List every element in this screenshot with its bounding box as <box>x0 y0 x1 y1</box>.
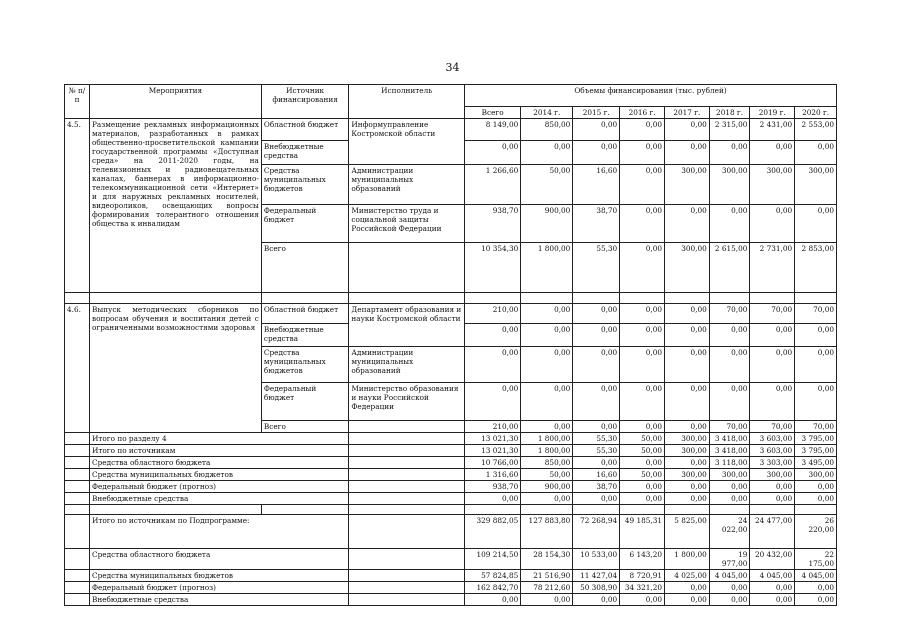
table-row <box>65 304 837 324</box>
funding-source: Федеральный бюджет <box>261 383 349 421</box>
value-cell: 0,00 <box>521 324 573 347</box>
value-cell: 210,00 <box>465 304 521 324</box>
value-cell: 3 495,00 <box>795 457 837 469</box>
value-cell: 2 731,00 <box>750 243 795 293</box>
funding-source: Средства муниципальных бюджетов <box>261 165 349 205</box>
value-cell: 0,00 <box>664 582 709 594</box>
totals-row <box>65 433 837 445</box>
totals-label: Внебюджетные средства <box>90 493 349 505</box>
value-cell: 20 432,00 <box>750 549 795 570</box>
value-cell: 127 883,80 <box>521 515 573 549</box>
executor: Информуправление Костромской области <box>349 119 465 165</box>
value-cell: 3 418,00 <box>709 433 750 445</box>
value-cell: 13 021,30 <box>465 445 521 457</box>
item-number: 4.5. <box>65 119 90 293</box>
value-cell: 49 185,31 <box>620 515 665 549</box>
empty-cell <box>65 582 90 594</box>
empty-cell <box>90 293 262 304</box>
value-cell: 70,00 <box>795 304 837 324</box>
totals-row <box>65 469 837 481</box>
value-cell: 0,00 <box>795 205 837 243</box>
empty-cell <box>620 293 665 304</box>
value-cell: 0,00 <box>709 324 750 347</box>
value-cell: 24 022,00 <box>709 515 750 549</box>
value-cell: 0,00 <box>664 119 709 141</box>
funding-source: Всего <box>261 243 349 293</box>
value-cell: 938,70 <box>465 205 521 243</box>
funding-source: Средства муниципальных бюджетов <box>261 347 349 383</box>
totals-label: Внебюджетные средства <box>90 594 349 606</box>
header-num: № п/п <box>65 85 90 119</box>
value-cell: 1 316,60 <box>465 469 521 481</box>
header-source: Источник финансирования <box>261 85 349 119</box>
empty-cell <box>750 505 795 515</box>
funding-source: Внебюджетные средства <box>261 324 349 347</box>
value-cell: 3 603,00 <box>750 433 795 445</box>
value-cell: 0,00 <box>664 141 709 165</box>
totals-row <box>65 570 837 582</box>
empty-cell <box>349 493 465 505</box>
value-cell: 0,00 <box>709 481 750 493</box>
value-cell: 0,00 <box>709 383 750 421</box>
value-cell: 300,00 <box>664 165 709 205</box>
value-cell: 0,00 <box>664 383 709 421</box>
value-cell: 50,00 <box>521 469 573 481</box>
value-cell: 50 308,90 <box>573 582 620 594</box>
value-cell: 0,00 <box>620 383 665 421</box>
executor: Министерство образования и науки Российской Федерации <box>349 383 465 421</box>
value-cell: 0,00 <box>795 141 837 165</box>
empty-cell <box>664 505 709 515</box>
totals-row <box>65 457 837 469</box>
empty-cell <box>65 549 90 570</box>
empty-cell <box>261 293 349 304</box>
value-cell: 850,00 <box>521 119 573 141</box>
header-year: 2020 г. <box>795 107 837 119</box>
header-year: Всего <box>465 107 521 119</box>
value-cell: 4 045,00 <box>709 570 750 582</box>
value-cell: 70,00 <box>795 421 837 433</box>
totals-row <box>65 594 837 606</box>
value-cell: 3 303,00 <box>750 457 795 469</box>
empty-cell <box>65 469 90 481</box>
value-cell: 5 825,00 <box>664 515 709 549</box>
value-cell: 0,00 <box>750 493 795 505</box>
value-cell: 2 315,00 <box>709 119 750 141</box>
value-cell: 13 021,30 <box>465 433 521 445</box>
value-cell: 0,00 <box>795 324 837 347</box>
executor <box>349 421 465 433</box>
empty-cell <box>465 505 521 515</box>
value-cell: 0,00 <box>521 304 573 324</box>
value-cell: 57 824,85 <box>465 570 521 582</box>
funding-source: Областной бюджет <box>261 304 349 324</box>
value-cell: 1 800,00 <box>521 445 573 457</box>
totals-label: Итого по источникам <box>90 445 349 457</box>
value-cell: 0,00 <box>664 594 709 606</box>
value-cell: 900,00 <box>521 481 573 493</box>
value-cell: 0,00 <box>620 165 665 205</box>
value-cell: 3 795,00 <box>795 445 837 457</box>
value-cell: 0,00 <box>620 141 665 165</box>
header-volumes: Объемы финансирования (тыс. рублей) <box>465 85 837 107</box>
header-year: 2015 г. <box>573 107 620 119</box>
empty-cell <box>349 481 465 493</box>
empty-cell <box>709 505 750 515</box>
header-executor: Исполнитель <box>349 85 465 119</box>
executor: Администрации муниципальных образований <box>349 347 465 383</box>
table-row <box>65 119 837 141</box>
header-row <box>65 85 837 107</box>
value-cell: 0,00 <box>573 383 620 421</box>
totals-row <box>65 493 837 505</box>
value-cell: 0,00 <box>620 324 665 347</box>
value-cell: 0,00 <box>709 594 750 606</box>
value-cell: 0,00 <box>750 594 795 606</box>
value-cell: 3 603,00 <box>750 445 795 457</box>
value-cell: 19 977,00 <box>709 549 750 570</box>
value-cell: 0,00 <box>573 493 620 505</box>
value-cell: 0,00 <box>750 141 795 165</box>
value-cell: 300,00 <box>709 469 750 481</box>
totals-label: Средства муниципальных бюджетов <box>90 469 349 481</box>
value-cell: 38,70 <box>573 205 620 243</box>
empty-cell <box>795 505 837 515</box>
executor: Администрации муниципальных образований <box>349 165 465 205</box>
value-cell: 55,30 <box>573 433 620 445</box>
value-cell: 0,00 <box>573 119 620 141</box>
value-cell: 0,00 <box>521 421 573 433</box>
funding-source: Областной бюджет <box>261 119 349 141</box>
executor: Департамент образования и науки Костромской области <box>349 304 465 347</box>
value-cell: 6 143,20 <box>620 549 665 570</box>
value-cell: 0,00 <box>664 493 709 505</box>
value-cell: 24 477,00 <box>750 515 795 549</box>
header-year: 2018 г. <box>709 107 750 119</box>
empty-cell <box>65 445 90 457</box>
executor <box>349 243 465 293</box>
value-cell: 0,00 <box>573 594 620 606</box>
value-cell: 0,00 <box>795 481 837 493</box>
empty-cell <box>750 293 795 304</box>
empty-cell <box>349 457 465 469</box>
totals-row <box>65 582 837 594</box>
empty-cell <box>795 293 837 304</box>
value-cell: 0,00 <box>709 493 750 505</box>
value-cell: 1 800,00 <box>664 549 709 570</box>
value-cell: 10 354,30 <box>465 243 521 293</box>
blank-row <box>65 293 837 304</box>
empty-cell <box>349 594 465 606</box>
empty-cell <box>65 570 90 582</box>
totals-label: Федеральный бюджет (прогноз) <box>90 582 349 594</box>
value-cell: 0,00 <box>521 141 573 165</box>
page-number: 34 <box>445 61 460 74</box>
value-cell: 26 220,00 <box>795 515 837 549</box>
value-cell: 3 418,00 <box>709 445 750 457</box>
value-cell: 22 175,00 <box>795 549 837 570</box>
value-cell: 0,00 <box>620 119 665 141</box>
value-cell: 0,00 <box>750 481 795 493</box>
value-cell: 0,00 <box>465 324 521 347</box>
empty-cell <box>349 505 465 515</box>
value-cell: 300,00 <box>750 165 795 205</box>
funding-source: Всего <box>261 421 349 433</box>
value-cell: 900,00 <box>521 205 573 243</box>
value-cell: 70,00 <box>709 421 750 433</box>
value-cell: 0,00 <box>664 304 709 324</box>
value-cell: 0,00 <box>750 205 795 243</box>
totals-row <box>65 481 837 493</box>
value-cell: 0,00 <box>573 324 620 347</box>
empty-cell <box>65 481 90 493</box>
totals-label: Итого по разделу 4 <box>90 433 349 445</box>
value-cell: 2 431,00 <box>750 119 795 141</box>
totals-label: Средства муниципальных бюджетов <box>90 570 349 582</box>
empty-cell <box>349 515 465 549</box>
value-cell: 50,00 <box>620 469 665 481</box>
value-cell: 0,00 <box>620 594 665 606</box>
empty-cell <box>573 505 620 515</box>
value-cell: 55,30 <box>573 445 620 457</box>
value-cell: 21 516,90 <box>521 570 573 582</box>
value-cell: 0,00 <box>664 421 709 433</box>
item-number: 4.6. <box>65 304 90 433</box>
value-cell: 0,00 <box>750 324 795 347</box>
value-cell: 0,00 <box>664 324 709 347</box>
totals-label: Итого по источникам по Подпрограмме: <box>90 515 349 549</box>
value-cell: 0,00 <box>573 457 620 469</box>
empty-cell <box>349 469 465 481</box>
value-cell: 0,00 <box>664 457 709 469</box>
value-cell: 0,00 <box>620 481 665 493</box>
value-cell: 55,30 <box>573 243 620 293</box>
value-cell: 0,00 <box>709 205 750 243</box>
empty-cell <box>521 293 573 304</box>
value-cell: 0,00 <box>795 347 837 383</box>
value-cell: 0,00 <box>795 594 837 606</box>
value-cell: 300,00 <box>709 165 750 205</box>
funding-source: Внебюджетные средства <box>261 141 349 165</box>
value-cell: 0,00 <box>573 421 620 433</box>
header-year: 2014 г. <box>521 107 573 119</box>
value-cell: 938,70 <box>465 481 521 493</box>
value-cell: 0,00 <box>573 141 620 165</box>
value-cell: 0,00 <box>465 141 521 165</box>
value-cell: 0,00 <box>709 141 750 165</box>
empty-cell <box>65 515 90 549</box>
value-cell: 300,00 <box>795 165 837 205</box>
value-cell: 10 533,00 <box>573 549 620 570</box>
value-cell: 0,00 <box>664 205 709 243</box>
value-cell: 300,00 <box>664 445 709 457</box>
value-cell: 109 214,50 <box>465 549 521 570</box>
value-cell: 0,00 <box>465 493 521 505</box>
empty-cell <box>65 293 90 304</box>
value-cell: 10 766,00 <box>465 457 521 469</box>
empty-cell <box>573 293 620 304</box>
empty-cell <box>65 433 90 445</box>
value-cell: 329 882,05 <box>465 515 521 549</box>
value-cell: 3 795,00 <box>795 433 837 445</box>
activity-description: Размещение рекламных информационных материалов, разработанных в рамках общественно-просветительской кампании государственной программы «Доступная среда» на 2011-2020 годы, на телевизионных и радиовещательных каналах, баннерах в информационно-телекоммуникационной сети «Интернет» и для наружных рекламных носителей, видеороликов, освещающих вопросы формирования толерантного отношения общества к инвалидам <box>90 119 262 293</box>
value-cell: 0,00 <box>795 582 837 594</box>
empty-cell <box>349 445 465 457</box>
value-cell: 0,00 <box>465 594 521 606</box>
value-cell: 4 045,00 <box>795 570 837 582</box>
empty-cell <box>349 293 465 304</box>
value-cell: 0,00 <box>664 481 709 493</box>
value-cell: 0,00 <box>521 347 573 383</box>
header-year: 2017 г. <box>664 107 709 119</box>
value-cell: 70,00 <box>750 421 795 433</box>
value-cell: 210,00 <box>465 421 521 433</box>
value-cell: 0,00 <box>664 347 709 383</box>
value-cell: 2 853,00 <box>795 243 837 293</box>
value-cell: 0,00 <box>521 383 573 421</box>
value-cell: 28 154,30 <box>521 549 573 570</box>
empty-cell <box>620 505 665 515</box>
value-cell: 300,00 <box>750 469 795 481</box>
value-cell: 300,00 <box>795 469 837 481</box>
value-cell: 0,00 <box>521 493 573 505</box>
value-cell: 50,00 <box>620 433 665 445</box>
value-cell: 8 720,91 <box>620 570 665 582</box>
financing-table-body <box>65 85 837 606</box>
totals-label: Средства областного бюджета <box>90 549 349 570</box>
header-year: 2016 г. <box>620 107 665 119</box>
value-cell: 16,60 <box>573 469 620 481</box>
value-cell: 162 842,70 <box>465 582 521 594</box>
value-cell: 11 427,04 <box>573 570 620 582</box>
totals-label: Средства областного бюджета <box>90 457 349 469</box>
empty-cell <box>65 457 90 469</box>
empty-cell <box>261 505 349 515</box>
value-cell: 0,00 <box>620 347 665 383</box>
value-cell: 0,00 <box>620 421 665 433</box>
value-cell: 0,00 <box>465 347 521 383</box>
header-activity: Мероприятия <box>90 85 262 119</box>
value-cell: 8 149,00 <box>465 119 521 141</box>
empty-cell <box>465 293 521 304</box>
value-cell: 50,00 <box>521 165 573 205</box>
empty-cell <box>65 505 90 515</box>
totals-row <box>65 549 837 570</box>
value-cell: 0,00 <box>750 582 795 594</box>
empty-cell <box>349 549 465 570</box>
value-cell: 0,00 <box>573 304 620 324</box>
empty-cell <box>90 505 262 515</box>
value-cell: 2 615,00 <box>709 243 750 293</box>
empty-cell <box>664 293 709 304</box>
value-cell: 34 321,20 <box>620 582 665 594</box>
totals-row <box>65 445 837 457</box>
value-cell: 70,00 <box>750 304 795 324</box>
empty-cell <box>709 293 750 304</box>
value-cell: 4 025,00 <box>664 570 709 582</box>
value-cell: 0,00 <box>465 383 521 421</box>
value-cell: 0,00 <box>795 493 837 505</box>
totals-row <box>65 515 837 549</box>
empty-cell <box>349 582 465 594</box>
value-cell: 0,00 <box>620 205 665 243</box>
value-cell: 1 800,00 <box>521 243 573 293</box>
value-cell: 0,00 <box>620 493 665 505</box>
value-cell: 1 800,00 <box>521 433 573 445</box>
value-cell: 0,00 <box>795 383 837 421</box>
value-cell: 3 118,00 <box>709 457 750 469</box>
empty-cell <box>65 493 90 505</box>
value-cell: 78 212,60 <box>521 582 573 594</box>
empty-cell <box>349 433 465 445</box>
financing-table <box>64 84 837 606</box>
totals-label: Федеральный бюджет (прогноз) <box>90 481 349 493</box>
value-cell: 0,00 <box>750 347 795 383</box>
value-cell: 1 266,60 <box>465 165 521 205</box>
value-cell: 2 553,00 <box>795 119 837 141</box>
empty-cell <box>349 570 465 582</box>
activity-description: Выпуск методических сборников по вопросам обучения и воспитания детей с ограниченными возможностями здоровья <box>90 304 262 433</box>
value-cell: 0,00 <box>573 347 620 383</box>
header-year: 2019 г. <box>750 107 795 119</box>
value-cell: 850,00 <box>521 457 573 469</box>
funding-source: Федеральный бюджет <box>261 205 349 243</box>
value-cell: 300,00 <box>664 469 709 481</box>
value-cell: 72 268,94 <box>573 515 620 549</box>
value-cell: 38,70 <box>573 481 620 493</box>
value-cell: 0,00 <box>709 582 750 594</box>
value-cell: 0,00 <box>620 243 665 293</box>
executor: Министерство труда и социальной защиты Российской Федерации <box>349 205 465 243</box>
value-cell: 300,00 <box>664 433 709 445</box>
value-cell: 70,00 <box>709 304 750 324</box>
value-cell: 4 045,00 <box>750 570 795 582</box>
value-cell: 300,00 <box>664 243 709 293</box>
value-cell: 0,00 <box>709 347 750 383</box>
value-cell: 50,00 <box>620 445 665 457</box>
value-cell: 0,00 <box>521 594 573 606</box>
value-cell: 0,00 <box>620 457 665 469</box>
empty-cell <box>65 594 90 606</box>
value-cell: 0,00 <box>750 383 795 421</box>
blank-row <box>65 505 837 515</box>
empty-cell <box>521 505 573 515</box>
value-cell: 0,00 <box>620 304 665 324</box>
value-cell: 16,60 <box>573 165 620 205</box>
